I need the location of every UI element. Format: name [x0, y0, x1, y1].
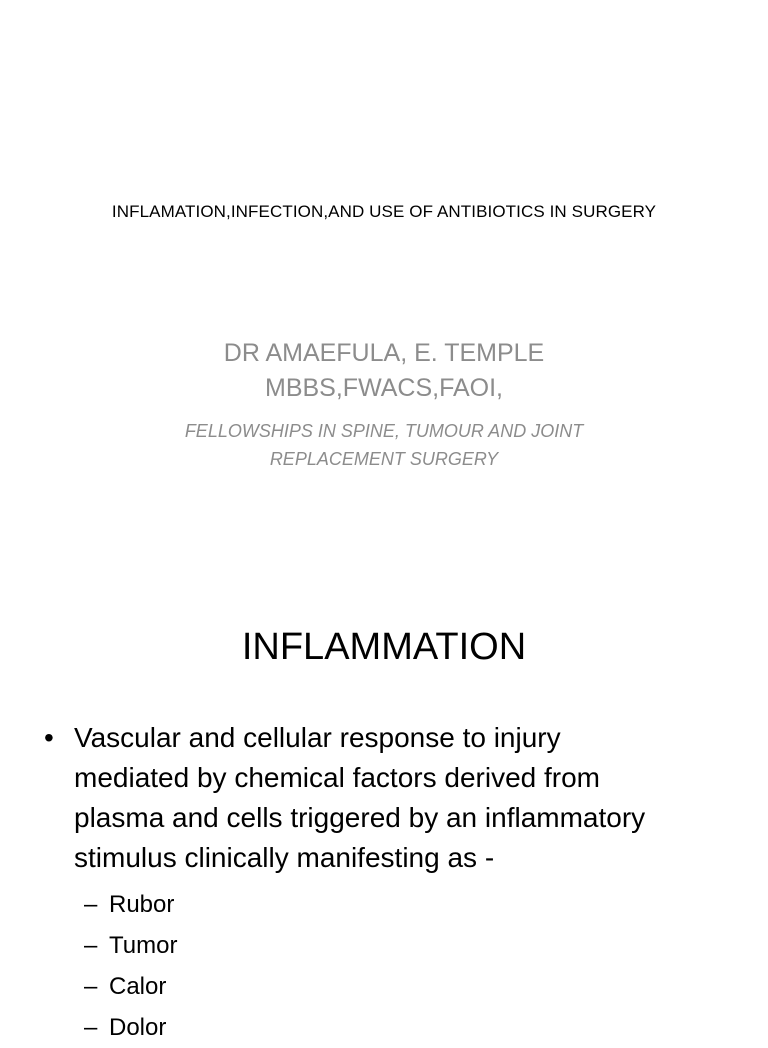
fellowship-line-1: FELLOWSHIPS IN SPINE, TUMOUR AND JOINT: [184, 421, 584, 441]
author-block: [0, 336, 768, 406]
bullet-list: [44, 718, 744, 1048]
fellowship-subtitle: [0, 417, 768, 473]
sub-bullet-label: Rubor: [109, 891, 175, 918]
sub-bullet-dash: –: [84, 932, 98, 959]
bullet-text-line: stimulus clinically manifesting as -: [74, 842, 495, 873]
sub-bullet-rubor: [84, 884, 744, 925]
inflammation-slide: [0, 576, 768, 1041]
sub-bullet-label: Calor: [109, 973, 167, 1000]
bullet-item: [44, 718, 744, 878]
sub-bullet-label: Tumor: [109, 932, 178, 959]
presentation-title: INFLAMATION,INFECTION,AND USE OF ANTIBIOTICS IN SURGERY: [111, 202, 657, 221]
sub-bullet-list: [44, 884, 744, 1048]
sub-bullet-dolor: [84, 1007, 744, 1048]
sub-bullet-tumor: [84, 925, 744, 966]
sub-bullet-dash: –: [84, 891, 98, 918]
author-credentials: MBBS,FWACS,FAOI,: [265, 374, 503, 402]
bullet-text-line: plasma and cells triggered by an inflammatory: [74, 802, 646, 833]
slide-title: INFLAMMATION: [241, 626, 527, 668]
bullet-text-line: Vascular and cellular response to injury: [74, 722, 561, 753]
sub-bullet-label: Dolor: [109, 1014, 167, 1041]
author-name: DR AMAEFULA, E. TEMPLE: [223, 339, 545, 367]
fellowship-line-2: REPLACEMENT SURGERY: [269, 449, 499, 469]
sub-bullet-calor: [84, 966, 744, 1007]
sub-bullet-dash: –: [84, 1014, 98, 1041]
bullet-text-line: mediated by chemical factors derived from: [74, 762, 600, 793]
bullet-marker: •: [44, 722, 54, 753]
sub-bullet-dash: –: [84, 973, 98, 1000]
bullet-text: [74, 718, 645, 878]
